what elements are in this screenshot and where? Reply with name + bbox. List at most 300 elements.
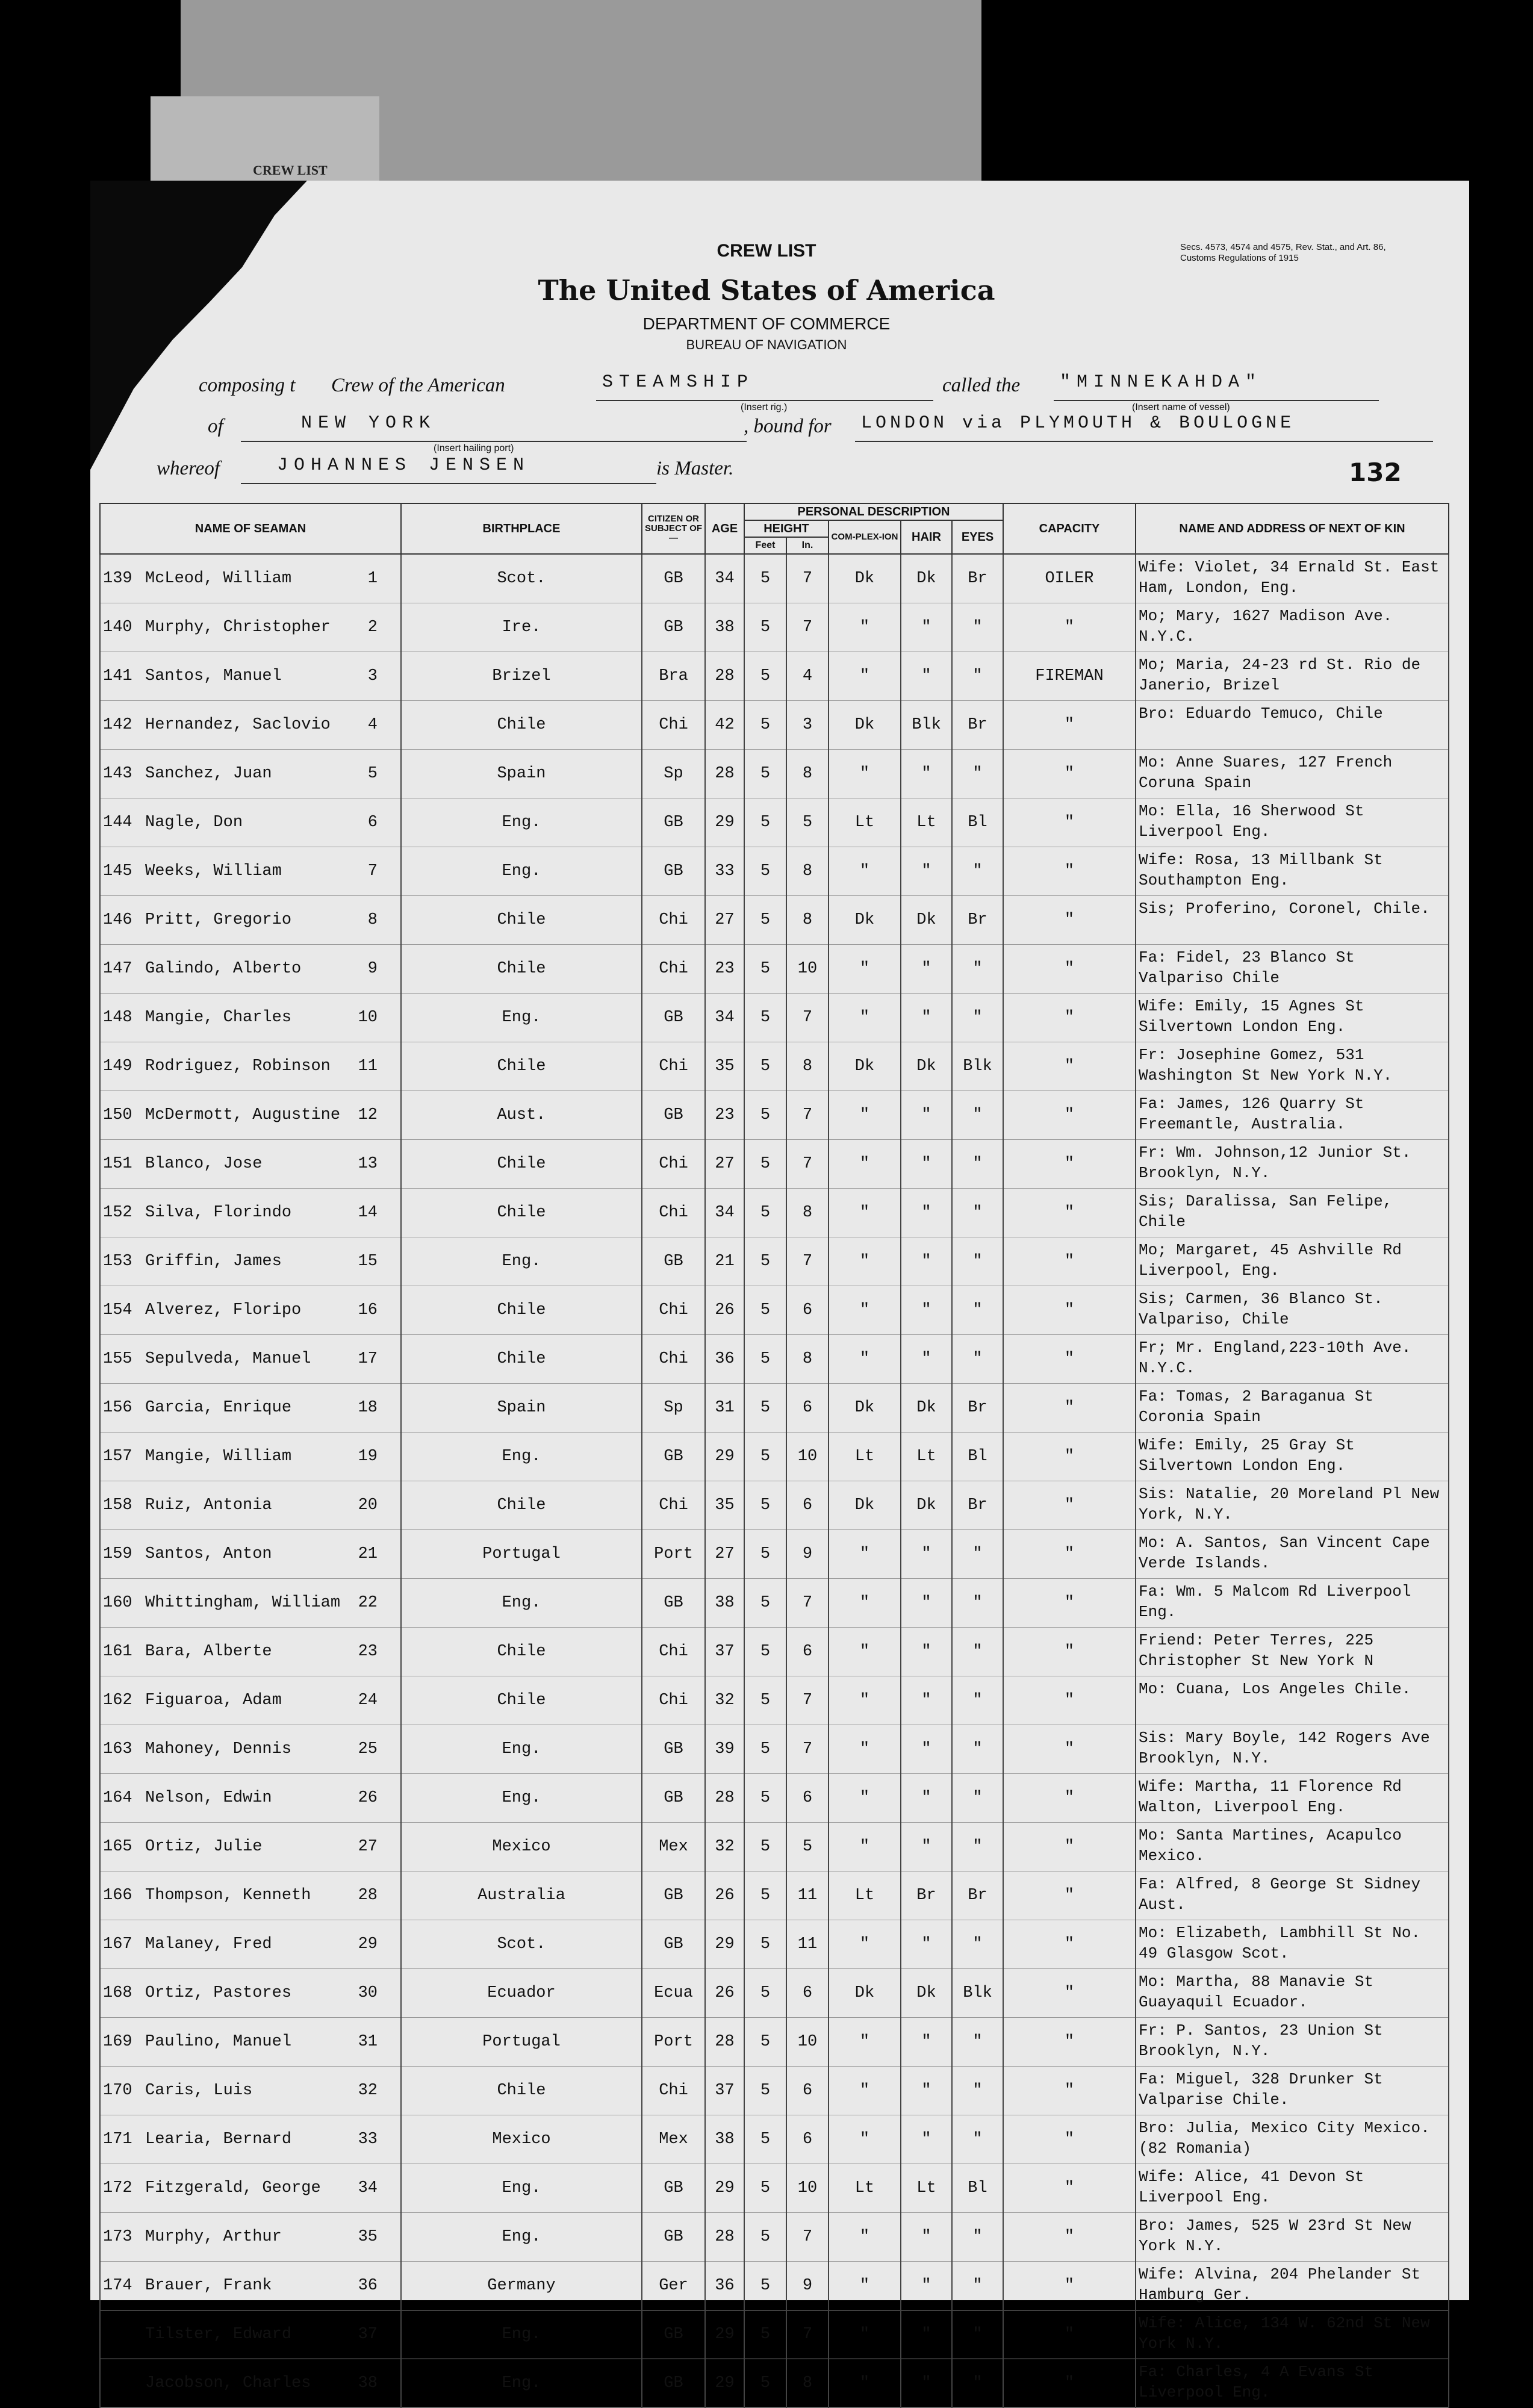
line3-master: is Master. xyxy=(656,458,734,479)
cell-birthplace: Eng. xyxy=(401,1433,642,1481)
cell-age: 29 xyxy=(705,1920,744,1969)
cell-citizen: Ecua xyxy=(642,1969,705,2018)
row-index: 15 xyxy=(358,1252,378,1271)
row-ref-number: 170 xyxy=(103,2082,132,2100)
line1-prefix: composing t xyxy=(199,375,296,396)
cell-citizen: GB xyxy=(642,1433,705,1481)
cell-birthplace: Portugal xyxy=(401,1530,642,1579)
cell-eyes: Bl xyxy=(952,798,1003,847)
cell-name xyxy=(100,1140,401,1189)
cell-hair: Dk xyxy=(901,1042,952,1091)
table-row xyxy=(100,1774,1449,1823)
table-row xyxy=(100,554,1449,603)
cell-citizen: Ger xyxy=(642,2262,705,2310)
port-underline xyxy=(241,441,747,442)
col-birthplace: BIRTHPLACE xyxy=(401,503,642,554)
cell-kin: Bro: James, 525 W 23rd St New York N.Y. xyxy=(1136,2213,1449,2262)
cell-name xyxy=(100,1774,401,1823)
row-index: 5 xyxy=(367,765,378,783)
cell-eyes: " xyxy=(952,1189,1003,1237)
cell-name xyxy=(100,1481,401,1530)
row-index: 13 xyxy=(358,1155,378,1173)
cell-age: 28 xyxy=(705,652,744,701)
cell-birthplace: Chile xyxy=(401,1042,642,1091)
table-row xyxy=(100,1091,1449,1140)
cell-inches: 9 xyxy=(786,1530,829,1579)
table-row xyxy=(100,1140,1449,1189)
row-ref-number: 141 xyxy=(103,667,132,685)
seaman-name: Ortiz, Julie xyxy=(145,1838,263,1856)
cell-inches: 11 xyxy=(786,1871,829,1920)
cell-age: 28 xyxy=(705,1774,744,1823)
cell-birthplace: Scot. xyxy=(401,1920,642,1969)
row-index: 34 xyxy=(358,2179,378,2197)
cell-birthplace: Chile xyxy=(401,945,642,994)
row-ref-number: 150 xyxy=(103,1106,132,1124)
table-row xyxy=(100,1481,1449,1530)
seaman-name: Hernandez, Saclovio xyxy=(145,716,331,734)
cell-complexion: Lt xyxy=(829,798,901,847)
cell-birthplace: Chile xyxy=(401,1286,642,1335)
cell-kin: Fa: Tomas, 2 Baraganua St Coronia Spain xyxy=(1136,1384,1449,1433)
cell-age: 28 xyxy=(705,750,744,798)
cell-feet: 5 xyxy=(744,652,786,701)
cell-name xyxy=(100,1969,401,2018)
cell-complexion: " xyxy=(829,1676,901,1725)
cell-name xyxy=(100,1628,401,1676)
row-ref-number: 161 xyxy=(103,1643,132,1661)
cell-eyes: Blk xyxy=(952,1969,1003,2018)
table-row xyxy=(100,1237,1449,1286)
cell-name xyxy=(100,1920,401,1969)
cell-complexion: " xyxy=(829,2359,901,2408)
cell-eyes: " xyxy=(952,2018,1003,2067)
cell-kin: Sis; Carmen, 36 Blanco St. Valpariso, Chile xyxy=(1136,1286,1449,1335)
stub-label-area xyxy=(151,96,379,181)
row-ref-number: 158 xyxy=(103,1496,132,1514)
col-inches: In. xyxy=(786,537,829,554)
cell-eyes: " xyxy=(952,1676,1003,1725)
cell-citizen: Bra xyxy=(642,652,705,701)
cell-birthplace: Chile xyxy=(401,1628,642,1676)
row-index: 27 xyxy=(358,1838,378,1856)
cell-feet: 5 xyxy=(744,1189,786,1237)
cell-feet: 5 xyxy=(744,1140,786,1189)
cell-kin: Fr: Wm. Johnson,12 Junior St. Brooklyn, N.Y. xyxy=(1136,1140,1449,1189)
rig-value: STEAMSHIP xyxy=(602,372,754,393)
cell-inches: 11 xyxy=(786,1920,829,1969)
cell-hair: Dk xyxy=(901,1969,952,2018)
rig-underline xyxy=(596,400,933,401)
cell-hair: Dk xyxy=(901,1481,952,1530)
seaman-name: Mangie, Charles xyxy=(145,1009,292,1027)
cell-feet: 5 xyxy=(744,2262,786,2310)
cell-birthplace: Eng. xyxy=(401,1774,642,1823)
cell-birthplace: Chile xyxy=(401,1481,642,1530)
row-index: 22 xyxy=(358,1594,378,1612)
cell-capacity: " xyxy=(1003,2067,1136,2115)
cell-name xyxy=(100,750,401,798)
seaman-name: Sanchez, Juan xyxy=(145,765,272,783)
cell-hair: " xyxy=(901,2310,952,2359)
cell-feet: 5 xyxy=(744,1042,786,1091)
cell-eyes: " xyxy=(952,945,1003,994)
row-ref-number: 152 xyxy=(103,1204,132,1222)
table-row xyxy=(100,1384,1449,1433)
form-title: CREW LIST xyxy=(717,241,816,261)
cell-complexion: " xyxy=(829,847,901,896)
cell-eyes: " xyxy=(952,2262,1003,2310)
cell-hair: Dk xyxy=(901,896,952,945)
cell-eyes: Blk xyxy=(952,1042,1003,1091)
cell-complexion: " xyxy=(829,1237,901,1286)
cell-citizen: Chi xyxy=(642,896,705,945)
cell-eyes: " xyxy=(952,1774,1003,1823)
cell-feet: 5 xyxy=(744,1335,786,1384)
cell-complexion: Dk xyxy=(829,554,901,603)
cell-eyes: " xyxy=(952,2115,1003,2164)
cell-hair: " xyxy=(901,2262,952,2310)
cell-inches: 8 xyxy=(786,1335,829,1384)
row-index: 11 xyxy=(358,1057,378,1075)
cell-complexion: " xyxy=(829,603,901,652)
cell-capacity: " xyxy=(1003,994,1136,1042)
cell-age: 38 xyxy=(705,2115,744,2164)
cell-inches: 7 xyxy=(786,1237,829,1286)
cell-kin: Mo: Santa Martines, Acapulco Mexico. xyxy=(1136,1823,1449,1871)
seaman-name: Ruiz, Antonia xyxy=(145,1496,272,1514)
col-complexion: COM-PLEX-ION xyxy=(829,520,901,554)
cell-hair: " xyxy=(901,1237,952,1286)
cell-inches: 10 xyxy=(786,2164,829,2213)
cell-citizen: Chi xyxy=(642,1042,705,1091)
table-row xyxy=(100,1286,1449,1335)
cell-citizen: GB xyxy=(642,554,705,603)
row-ref-number: 151 xyxy=(103,1155,132,1173)
cell-capacity: " xyxy=(1003,1384,1136,1433)
cell-hair: " xyxy=(901,1725,952,1774)
cell-feet: 5 xyxy=(744,1433,786,1481)
cell-kin: Wife: Martha, 11 Florence Rd Walton, Liverpool Eng. xyxy=(1136,1774,1449,1823)
cell-complexion: " xyxy=(829,2018,901,2067)
cell-feet: 5 xyxy=(744,1969,786,2018)
cell-capacity: " xyxy=(1003,603,1136,652)
cell-eyes: Br xyxy=(952,896,1003,945)
row-index: 28 xyxy=(358,1887,378,1905)
cell-birthplace: Eng. xyxy=(401,994,642,1042)
seaman-name: Brauer, Frank xyxy=(145,2277,272,2295)
cell-capacity: " xyxy=(1003,1676,1136,1725)
cell-name xyxy=(100,1042,401,1091)
cell-name xyxy=(100,1384,401,1433)
cell-feet: 5 xyxy=(744,2067,786,2115)
cell-name xyxy=(100,1091,401,1140)
row-index: 38 xyxy=(358,2374,378,2392)
cell-birthplace: Germany xyxy=(401,2262,642,2310)
cell-capacity: " xyxy=(1003,1335,1136,1384)
cell-kin: Sis; Daralissa, San Felipe, Chile xyxy=(1136,1189,1449,1237)
cell-complexion: " xyxy=(829,652,901,701)
cell-inches: 6 xyxy=(786,1384,829,1433)
seaman-name: Sepulveda, Manuel xyxy=(145,1350,311,1368)
cell-hair: Lt xyxy=(901,798,952,847)
cell-eyes: Br xyxy=(952,1871,1003,1920)
cell-inches: 6 xyxy=(786,1774,829,1823)
cell-birthplace: Eng. xyxy=(401,2310,642,2359)
cell-name xyxy=(100,847,401,896)
cell-citizen: Port xyxy=(642,1530,705,1579)
rig-note: (Insert rig.) xyxy=(741,402,788,412)
table-row xyxy=(100,2115,1449,2164)
cell-kin: Mo: Ella, 16 Sherwood St Liverpool Eng. xyxy=(1136,798,1449,847)
table-row xyxy=(100,1189,1449,1237)
row-index: 8 xyxy=(367,911,378,929)
seaman-name: Whittingham, William xyxy=(145,1594,341,1612)
seaman-name: Caris, Luis xyxy=(145,2082,253,2100)
cell-birthplace: Chile xyxy=(401,1140,642,1189)
cell-birthplace: Chile xyxy=(401,2067,642,2115)
cell-age: 34 xyxy=(705,554,744,603)
col-citizen: CITIZEN OR SUBJECT OF— xyxy=(642,503,705,554)
cell-name xyxy=(100,2067,401,2115)
seaman-name: Malaney, Fred xyxy=(145,1935,272,1953)
cell-feet: 5 xyxy=(744,1481,786,1530)
cell-complexion: " xyxy=(829,750,901,798)
cell-capacity: " xyxy=(1003,2359,1136,2408)
cell-birthplace: Mexico xyxy=(401,1823,642,1871)
cell-age: 36 xyxy=(705,1335,744,1384)
cell-citizen: GB xyxy=(642,603,705,652)
seaman-name: Mangie, William xyxy=(145,1448,292,1466)
row-ref-number: 155 xyxy=(103,1350,132,1368)
seaman-name: Murphy, Arthur xyxy=(145,2228,282,2246)
cell-kin: Fa: Fidel, 23 Blanco St Valpariso Chile xyxy=(1136,945,1449,994)
cell-birthplace: Portugal xyxy=(401,2018,642,2067)
cell-age: 26 xyxy=(705,1871,744,1920)
seaman-name: Fitzgerald, George xyxy=(145,2179,321,2197)
cell-capacity: " xyxy=(1003,1725,1136,1774)
cell-kin: Fa: Wm. 5 Malcom Rd Liverpool Eng. xyxy=(1136,1579,1449,1628)
cell-name xyxy=(100,603,401,652)
row-index: 31 xyxy=(358,2033,378,2051)
row-ref-number: 154 xyxy=(103,1301,132,1319)
table-row xyxy=(100,994,1449,1042)
cell-citizen: GB xyxy=(642,2213,705,2262)
cell-name xyxy=(100,1725,401,1774)
cell-kin: Fa: Charles, 4 A Evans St Liverpool Eng. xyxy=(1136,2359,1449,2408)
cell-capacity: " xyxy=(1003,945,1136,994)
cell-birthplace: Chile xyxy=(401,1189,642,1237)
cell-feet: 5 xyxy=(744,554,786,603)
row-ref-number: 169 xyxy=(103,2033,132,2051)
cell-citizen: Chi xyxy=(642,701,705,750)
table-row xyxy=(100,2067,1449,2115)
cell-citizen: GB xyxy=(642,2359,705,2408)
master-value: JOHANNES JENSEN xyxy=(277,455,530,476)
cell-eyes: " xyxy=(952,2213,1003,2262)
cell-age: 32 xyxy=(705,1676,744,1725)
row-index: 7 xyxy=(367,862,378,880)
cell-birthplace: Aust. xyxy=(401,1091,642,1140)
row-ref-number: 145 xyxy=(103,862,132,880)
cell-hair: " xyxy=(901,2213,952,2262)
table-row xyxy=(100,2310,1449,2359)
cell-birthplace: Chile xyxy=(401,896,642,945)
row-index: 6 xyxy=(367,814,378,832)
cell-feet: 5 xyxy=(744,750,786,798)
cell-name xyxy=(100,994,401,1042)
cell-citizen: GB xyxy=(642,847,705,896)
cell-kin: Fr: P. Santos, 23 Union St Brooklyn, N.Y. xyxy=(1136,2018,1449,2067)
cell-name xyxy=(100,1676,401,1725)
cell-age: 34 xyxy=(705,994,744,1042)
seaman-name: Pritt, Gregorio xyxy=(145,911,292,929)
cell-eyes: Br xyxy=(952,1481,1003,1530)
row-ref-number: 148 xyxy=(103,1009,132,1027)
table-row xyxy=(100,750,1449,798)
cell-birthplace: Eng. xyxy=(401,847,642,896)
cell-kin: Sis: Natalie, 20 Moreland Pl New York, N.Y. xyxy=(1136,1481,1449,1530)
cell-age: 29 xyxy=(705,2359,744,2408)
cell-birthplace: Eng. xyxy=(401,2164,642,2213)
cell-capacity: " xyxy=(1003,1042,1136,1091)
cell-eyes: " xyxy=(952,2310,1003,2359)
cell-citizen: Chi xyxy=(642,1628,705,1676)
table-row xyxy=(100,1628,1449,1676)
cell-feet: 5 xyxy=(744,1676,786,1725)
cell-inches: 8 xyxy=(786,2359,829,2408)
cell-capacity: " xyxy=(1003,1433,1136,1481)
cell-hair: " xyxy=(901,2018,952,2067)
destination-value: LONDON via PLYMOUTH & BOULOGNE xyxy=(861,413,1295,434)
cell-kin: Fa: James, 126 Quarry St Freemantle, Australia. xyxy=(1136,1091,1449,1140)
cell-age: 27 xyxy=(705,1530,744,1579)
cell-inches: 6 xyxy=(786,1481,829,1530)
cell-kin: Sis; Proferino, Coronel, Chile. xyxy=(1136,896,1449,945)
cell-kin: Friend: Peter Terres, 225 Christopher St New York N xyxy=(1136,1628,1449,1676)
cell-citizen: Chi xyxy=(642,1481,705,1530)
row-index: 30 xyxy=(358,1984,378,2002)
cell-complexion: " xyxy=(829,2213,901,2262)
cell-age: 35 xyxy=(705,1042,744,1091)
cell-feet: 5 xyxy=(744,798,786,847)
cell-capacity: " xyxy=(1003,1530,1136,1579)
table-row xyxy=(100,1871,1449,1920)
sections-note: Secs. 4573, 4574 and 4575, Rev. Stat., and Art. 86, Customs Regulations of 1915 xyxy=(1180,242,1386,263)
cell-birthplace: Ecuador xyxy=(401,1969,642,2018)
cell-eyes: " xyxy=(952,652,1003,701)
cell-feet: 5 xyxy=(744,1725,786,1774)
cell-hair: " xyxy=(901,1335,952,1384)
cell-age: 28 xyxy=(705,2018,744,2067)
cell-name xyxy=(100,945,401,994)
cell-kin: Mo: Cuana, Los Angeles Chile. xyxy=(1136,1676,1449,1725)
table-row xyxy=(100,1823,1449,1871)
cell-hair: " xyxy=(901,1628,952,1676)
cell-hair: " xyxy=(901,750,952,798)
seaman-name: Silva, Florindo xyxy=(145,1204,292,1222)
row-index: 4 xyxy=(367,716,378,734)
cell-feet: 5 xyxy=(744,994,786,1042)
cell-kin: Bro: Julia, Mexico City Mexico. (82 Romania) xyxy=(1136,2115,1449,2164)
row-index: 10 xyxy=(358,1009,378,1027)
cell-citizen: GB xyxy=(642,1725,705,1774)
table-row xyxy=(100,701,1449,750)
cell-inches: 8 xyxy=(786,1042,829,1091)
bureau-title: BUREAU OF NAVIGATION xyxy=(686,337,847,352)
cell-kin: Wife: Violet, 34 Ernald St. East Ham, London, Eng. xyxy=(1136,554,1449,603)
cell-name xyxy=(100,2018,401,2067)
cell-inches: 10 xyxy=(786,2018,829,2067)
cell-inches: 3 xyxy=(786,701,829,750)
cell-name xyxy=(100,2310,401,2359)
cell-capacity: " xyxy=(1003,1189,1136,1237)
row-ref-number: 144 xyxy=(103,814,132,832)
table-row xyxy=(100,1579,1449,1628)
cell-inches: 8 xyxy=(786,896,829,945)
cell-kin: Wife: Alice, 41 Devon St Liverpool Eng. xyxy=(1136,2164,1449,2213)
cell-capacity: " xyxy=(1003,701,1136,750)
line3-whereof: whereof xyxy=(157,458,220,479)
cell-feet: 5 xyxy=(744,603,786,652)
cell-capacity: " xyxy=(1003,1140,1136,1189)
cell-feet: 5 xyxy=(744,1286,786,1335)
seaman-name: Murphy, Christopher xyxy=(145,618,331,636)
cell-inches: 7 xyxy=(786,1579,829,1628)
cell-hair: " xyxy=(901,1286,952,1335)
cell-kin: Wife: Alice, 134 W. 62nd St New York N.Y. xyxy=(1136,2310,1449,2359)
cell-age: 39 xyxy=(705,1725,744,1774)
col-eyes: EYES xyxy=(952,520,1003,554)
cell-eyes: " xyxy=(952,994,1003,1042)
cell-capacity: " xyxy=(1003,847,1136,896)
cell-capacity: FIREMAN xyxy=(1003,652,1136,701)
cell-capacity: " xyxy=(1003,2018,1136,2067)
cell-age: 33 xyxy=(705,847,744,896)
row-index: 19 xyxy=(358,1448,378,1466)
cell-birthplace: Eng. xyxy=(401,2213,642,2262)
cell-hair: " xyxy=(901,1140,952,1189)
cell-age: 31 xyxy=(705,1384,744,1433)
cell-inches: 8 xyxy=(786,847,829,896)
row-index: 14 xyxy=(358,1204,378,1222)
table-row xyxy=(100,2359,1449,2408)
row-ref-number: 153 xyxy=(103,1252,132,1271)
cell-hair: Br xyxy=(901,1871,952,1920)
row-ref-number: 149 xyxy=(103,1057,132,1075)
cell-birthplace: Spain xyxy=(401,750,642,798)
cell-hair: " xyxy=(901,945,952,994)
cell-inches: 7 xyxy=(786,2310,829,2359)
cell-inches: 7 xyxy=(786,1091,829,1140)
seaman-name: Tilster, Edward xyxy=(145,2326,292,2344)
cell-citizen: GB xyxy=(642,1237,705,1286)
cell-eyes: " xyxy=(952,1579,1003,1628)
cell-eyes: " xyxy=(952,1237,1003,1286)
cell-inches: 7 xyxy=(786,994,829,1042)
cell-hair: " xyxy=(901,1920,952,1969)
cell-inches: 10 xyxy=(786,1433,829,1481)
cell-age: 29 xyxy=(705,2164,744,2213)
cell-age: 28 xyxy=(705,2213,744,2262)
table-row xyxy=(100,2164,1449,2213)
cell-eyes: " xyxy=(952,1140,1003,1189)
cell-birthplace: Brizel xyxy=(401,652,642,701)
seaman-name: McDermott, Augustine xyxy=(145,1106,341,1124)
cell-citizen: GB xyxy=(642,2164,705,2213)
table-row xyxy=(100,945,1449,994)
cell-eyes: " xyxy=(952,1335,1003,1384)
